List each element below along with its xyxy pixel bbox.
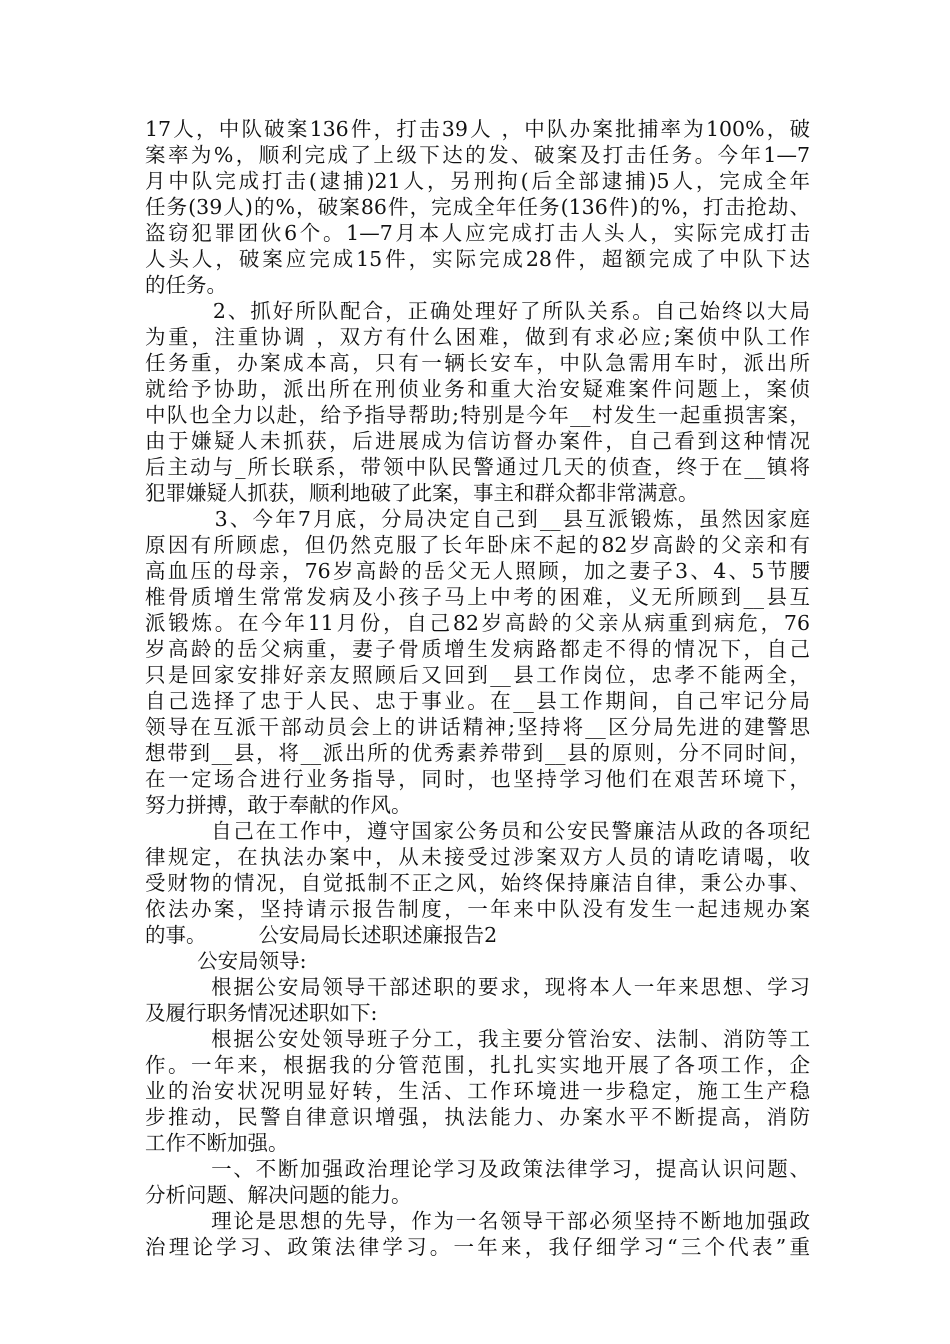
text-line: 后主动与_所长联系，带领中队民警通过几天的侦查，终于在__镇将 <box>145 455 810 479</box>
text-line: 律规定，在执法办案中，从未接受过涉案双方人员的请吃请喝，收 <box>145 845 810 869</box>
text-line: 任务(39人)的%，破案86件，完成全年任务(136件)的%，打击抢劫、 <box>145 195 810 219</box>
text-line: 犯罪嫌疑人抓获，顺利地破了此案，事主和群众都非常满意。 <box>145 481 699 505</box>
text-line: 治理论学习、政策法律学习。一年来，我仔细学习“三个代表”重 <box>145 1235 810 1259</box>
text-line: 自己在工作中，遵守国家公务员和公安民警廉洁从政的各项纪 <box>145 819 810 843</box>
text-line: 3、今年7月底，分局决定自己到__县互派锻炼，虽然因家庭 <box>145 507 810 531</box>
text-line: 工作不断加强。 <box>145 1131 289 1155</box>
text-line: 案率为%，顺利完成了上级下达的发、破案及打击任务。今年1—7 <box>145 143 810 167</box>
text-line: 步推动，民警自律意识增强，执法能力、办案水平不断提高，消防 <box>145 1105 810 1129</box>
text-line: 依法办案，坚持请示报告制度，一年来中队没有发生一起违规办案 <box>145 897 810 921</box>
text-line: 努力拼搏，敢于奉献的作风。 <box>145 793 412 817</box>
text-line: 中队也全力以赴，给予指导帮助;特别是今年__村发生一起重损害案， <box>145 403 810 427</box>
text-line: 根据公安处领导班子分工，我主要分管治安、法制、消防等工 <box>145 1027 810 1051</box>
text-line: 由于嫌疑人未抓获，后进展成为信访督办案件，自己看到这种情况 <box>145 429 810 453</box>
text-line: 就给予协助，派出所在刑侦业务和重大治安疑难案件问题上，案侦 <box>145 377 810 401</box>
text-line: 在一定场合进行业务指导，同时，也坚持学习他们在艰苦环境下， <box>145 767 810 791</box>
text-line: 自己选择了忠于人民、忠于事业。在__县工作期间，自己牢记分局 <box>145 689 810 713</box>
text-line: 分析问题、解决问题的能力。 <box>145 1183 412 1207</box>
text-line: 原因有所顾虑，但仍然克服了长年卧床不起的82岁高龄的父亲和有 <box>145 533 810 557</box>
text-line: 任务重，办案成本高，只有一辆长安车，中队急需用车时，派出所 <box>145 351 810 375</box>
text-line: 2、抓好所队配合，正确处理好了所队关系。自己始终以大局 <box>145 299 810 323</box>
text-line: 为重，注重协调 ，双方有什么困难，做到有求必应;案侦中队工作 <box>145 325 810 349</box>
text-line: 公安局领导: <box>145 949 307 973</box>
text-line: 想带到__县，将__派出所的优秀素养带到__县的原则，分不同时间， <box>145 741 810 765</box>
text-line: 的事。 公安局局长述职述廉报告2 <box>145 923 498 947</box>
text-line: 受财物的情况，自觉抵制不正之风，始终保持廉洁自律，秉公办事、 <box>145 871 810 895</box>
text-line: 派锻炼。在今年11月份，自己82岁高龄的父亲从病重到病危，76 <box>145 611 810 635</box>
text-line: 岁高龄的岳父病重，妻子骨质增生发病路都走不得的情况下，自己 <box>145 637 810 661</box>
text-line: 17人，中队破案136件，打击39人 ，中队办案批捕率为100%，破 <box>145 117 810 141</box>
text-line: 业的治安状况明显好转，生活、工作环境进一步稳定，施工生产稳 <box>145 1079 810 1103</box>
text-line: 人头人，破案应完成15件，实际完成28件，超额完成了中队下达 <box>145 247 810 271</box>
text-line: 领导在互派干部动员会上的讲话精神;坚持将__区分局先进的建警思 <box>145 715 810 739</box>
text-line: 一、不断加强政治理论学习及政策法律学习，提高认识问题、 <box>145 1157 810 1181</box>
text-line: 理论是思想的先导，作为一名领导干部必须坚持不断地加强政 <box>145 1209 810 1233</box>
document-body <box>145 116 810 1260</box>
text-line: 及履行职务情况述职如下: <box>145 1001 378 1025</box>
text-line: 椎骨质增生常常发病及小孩子马上中考的困难，义无所顾到__县互 <box>145 585 810 609</box>
text-line: 月中队完成打击(逮捕)21人，另刑拘(后全部逮捕)5人，完成全年 <box>145 169 810 193</box>
text-line: 作。一年来，根据我的分管范围，扎扎实实地开展了各项工作，企 <box>145 1053 810 1077</box>
text-line: 的任务。 <box>145 273 227 297</box>
text-line: 高血压的母亲，76岁高龄的岳父无人照顾，加之妻子3、4、5节腰 <box>145 559 810 583</box>
text-line: 只是回家安排好亲友照顾后又回到__县工作岗位，忠孝不能两全， <box>145 663 810 687</box>
text-line: 盗窃犯罪团伙6个。1—7月本人应完成打击人头人，实际完成打击 <box>145 221 810 245</box>
text-line: 根据公安局领导干部述职的要求，现将本人一年来思想、学习 <box>145 975 810 999</box>
